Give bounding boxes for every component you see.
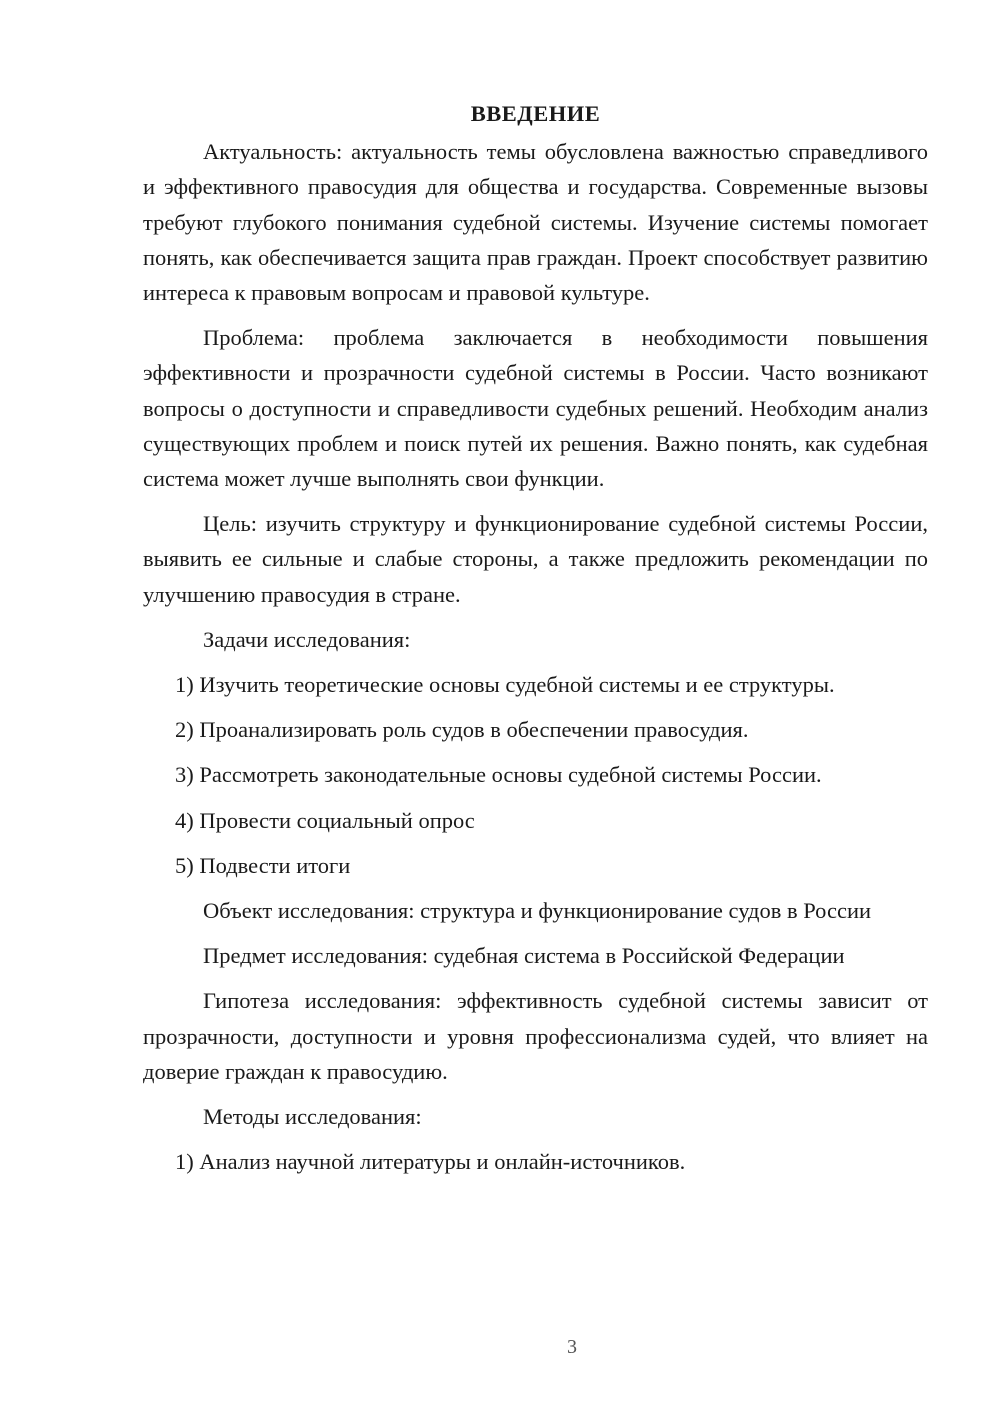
problem-paragraph: Проблема: проблема заключается в необходимости повышения эффективности и прозрачности судебной системы в России. Часто возникают вопросы о доступности и справедливости судебных решений. Необходим анализ существующих проблем и поиск путей их решения. Важно понять, как судебная система может лучше выполнять свои функции. <box>143 325 928 492</box>
method-item: 1) Анализ научной литературы и онлайн-источников. <box>175 1149 686 1175</box>
page-title: ВВЕДЕНИЕ <box>470 101 601 126</box>
methods-heading: Методы исследования: <box>203 1104 422 1130</box>
tasks-heading: Задачи исследования: <box>203 626 411 652</box>
task-item: 2) Проанализировать роль судов в обеспечении правосудия. <box>175 717 749 743</box>
object-paragraph: Объект исследования: структура и функционирование судов в России <box>203 898 872 924</box>
task-item: 3) Рассмотреть законодательные основы судебной системы России. <box>175 762 822 788</box>
task-item: 1) Изучить теоретические основы судебной системы и ее структуры. <box>175 672 835 698</box>
hypothesis-paragraph: Гипотеза исследования: эффективность судебной системы зависит от прозрачности, доступности и уровня профессионализма судей, что влияет на доверие граждан к правосудию. <box>143 988 928 1084</box>
relevance-paragraph: Актуальность: актуальность темы обусловлена важностью справедливого и эффективного правосудия для общества и государства. Современные вызовы требуют глубокого понимания судебной системы. Изучение системы помогает понять, как обеспечивается защита прав граждан. Проект способствует развитию интереса к правовым вопросам и правовой культуре. <box>143 139 928 306</box>
goal-paragraph: Цель: изучить структуру и функционирование судебной системы России, выявить ее сильные и слабые стороны, а также предложить рекомендации по улучшению правосудия в стране. <box>143 511 928 607</box>
page-number: 3 <box>567 1336 577 1358</box>
page-content <box>143 96 928 1189</box>
task-item: 4) Провести социальный опрос <box>175 807 475 833</box>
task-item: 5) Подвести итоги <box>175 852 351 878</box>
subject-paragraph: Предмет исследования: судебная система в Российской Федерации <box>203 943 845 969</box>
